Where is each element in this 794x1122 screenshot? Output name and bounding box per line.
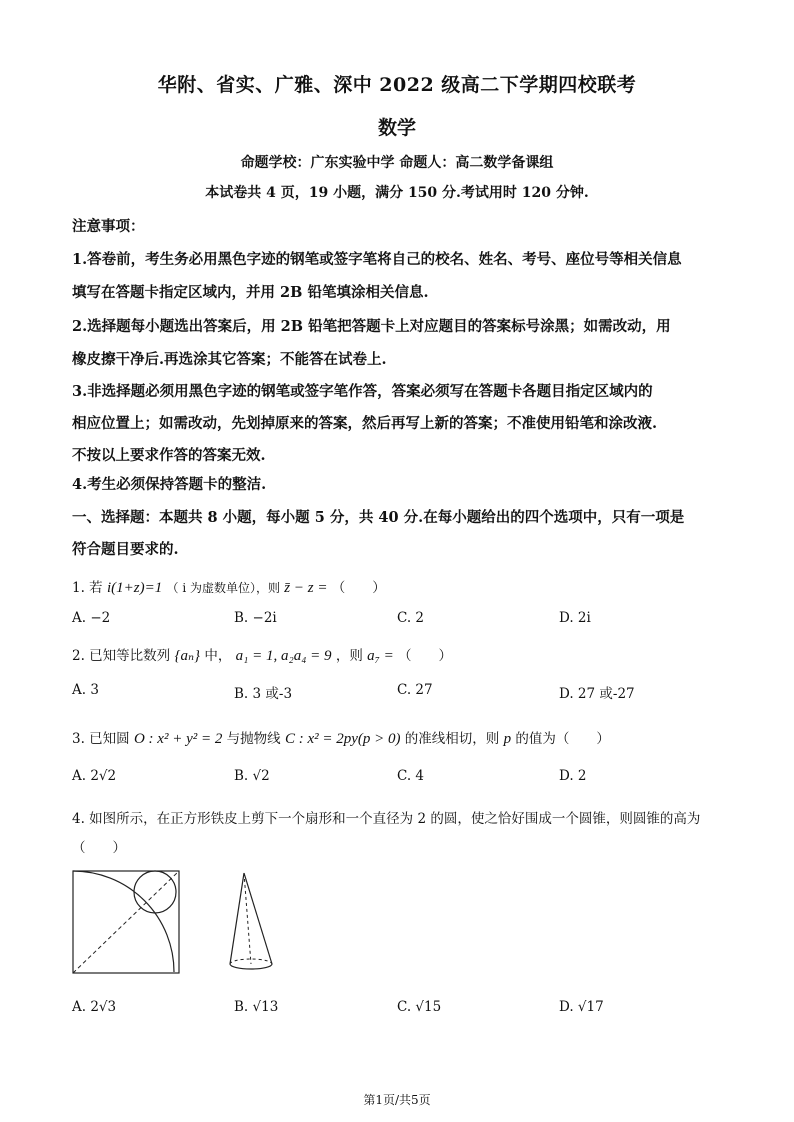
q2-paren: （ ） [398,648,453,664]
q2-ask: ，则 [335,648,363,664]
q2-option-b[interactable]: B. 3 或-3 [234,686,293,702]
cone-axis [244,873,251,964]
q3-parabola: C : x² = 2py(p > 0) [284,731,401,747]
q2-target: a₇ = [367,648,394,664]
note-2-line-2: 橡皮擦干净后.再选涂其它答案；不能答在试卷上. [72,351,387,368]
small-circle [134,871,176,913]
note-2-line-1: 2.选择题每小题选出答案后，用 2B 铅笔把答题卡上对应题目的答案标号涂黑；如需改动，用 [72,318,671,335]
section-1-line-1: 一、选择题：本题共 8 小题，每小题 5 分，共 40 分.在每小题给出的四个选项中，只有一项是 [72,509,685,526]
q2-condition: a₁ = 1, a₂a₄ = 9 [235,648,332,664]
sector-arc [73,871,174,972]
question-4-line-1: 4. 如图所示，在正方形铁皮上剪下一个扇形和一个直径为 2 的圆，使之恰好围成一个圆锥，则圆锥的高为 [72,811,701,827]
cone-figure [222,870,282,976]
exam-title: 华附、省实、广雅、深中 2022 级高二下学期四校联考 [157,74,637,96]
q4-option-a[interactable]: A. 2√3 [72,999,117,1015]
q1-option-b[interactable]: B. −2i [234,610,277,626]
q3-option-a[interactable]: A. 2√2 [72,768,117,784]
exam-info: 本试卷共 4 页，19 小题，满分 150 分.考试用时 120 分钟. [205,185,589,201]
q1-expression: z̄ − z = [284,580,328,596]
note-3-line-1: 3.非选择题必须用黑色字迹的钢笔或签字笔作答，答案必须写在答题卡各题目指定区域内的 [72,383,653,400]
note-1-line-2: 填写在答题卡指定区域内，并用 2B 铅笔填涂相关信息. [72,284,429,301]
note-3-line-2: 相应位置上；如需改动，先划掉原来的答案，然后再写上新的答案；不准使用铅笔和涂改液. [72,415,658,432]
cone-base-front [230,964,272,969]
q3-option-c[interactable]: C. 4 [397,768,425,784]
q2-option-c[interactable]: C. 27 [397,682,433,698]
question-3 [72,727,610,748]
q1-note: （ i 为虚数单位），则 [166,581,280,595]
q4-option-b[interactable]: B. √13 [234,999,279,1015]
q1-option-c[interactable]: C. 2 [397,610,425,626]
q2-mid: 中， [204,648,232,664]
q2-prefix: 2. 已知等比数列 [72,648,171,664]
question-4-line-2: （ ） [72,840,126,856]
question-2 [72,644,452,665]
q4-option-c[interactable]: C. √15 [397,999,442,1015]
q2-option-d[interactable]: D. 27 或-27 [559,686,635,702]
q1-option-a[interactable]: A. −2 [72,610,111,626]
q1-prefix: 1. 若 [72,580,103,596]
q3-p: p [503,731,512,747]
q3-option-d[interactable]: D. 2 [559,768,587,784]
question-1 [72,576,386,597]
q3-option-b[interactable]: B. √2 [234,768,270,784]
note-1-line-1: 1.答卷前，考生务必用黑色字迹的钢笔或签字笔将自己的校名、姓名、考号、座位号等相关信息 [72,251,682,268]
q3-end: 的值为（ ） [515,731,610,747]
section-1-line-2: 符合题目要求的. [72,541,179,558]
q3-circle: O : x² + y² = 2 [133,731,223,747]
cone-right-edge [244,873,272,964]
q2-sequence: {aₙ} [174,648,201,664]
authors-line: 命题学校：广东实验中学 命题人：高二数学备课组 [240,155,554,171]
q1-paren: （ ） [331,580,386,596]
q3-prefix: 3. 已知圆 [72,731,130,747]
note-4: 4.考生必须保持答题卡的整洁. [72,476,267,493]
notes-heading: 注意事项： [72,218,145,235]
note-3-line-3: 不按以上要求作答的答案无效. [72,447,266,464]
q2-option-a[interactable]: A. 3 [72,682,99,698]
q3-tail: 的准线相切，则 [404,731,500,747]
q4-option-d[interactable]: D. √17 [559,999,604,1015]
cone-left-edge [230,873,244,964]
q1-option-d[interactable]: D. 2i [559,610,591,626]
subject-title: 数学 [377,117,416,139]
square-sheet-figure [72,870,182,976]
page-number: 第1页/共5页 [363,1093,431,1107]
q3-mid: 与抛物线 [226,731,281,747]
q1-equation: i(1+z)=1 [106,580,163,596]
